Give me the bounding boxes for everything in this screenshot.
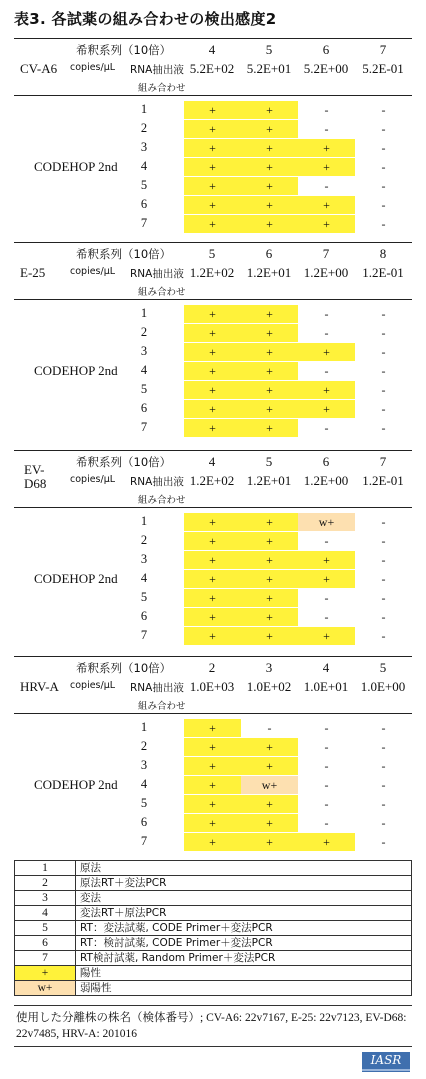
rna-value: 1.0E+00 [360, 679, 406, 694]
panel-header-rule [14, 713, 412, 714]
rna-value: 1.2E+01 [246, 265, 292, 280]
result-cell: + [184, 719, 241, 737]
result-cell: + [184, 738, 241, 756]
combination-number: 6 [140, 401, 148, 415]
result-cell: - [381, 345, 386, 359]
result-cell: + [184, 589, 241, 607]
combination-number: 2 [140, 739, 148, 753]
legend-value: 原法RT＋変法PCR [76, 876, 412, 891]
result-cell: + [241, 627, 298, 645]
combination-number: 5 [140, 590, 148, 604]
result-cell: + [184, 139, 241, 157]
result-cell: - [381, 179, 386, 193]
rna-value: 5.2E+02 [189, 61, 235, 76]
result-cell: + [298, 215, 355, 233]
result-cell: + [298, 139, 355, 157]
assay-label: CODEHOP 2nd [34, 159, 118, 174]
combination-number: 7 [140, 216, 148, 230]
result-cell: + [184, 814, 241, 832]
dilution-header: 希釈系列（10倍） [76, 661, 172, 675]
combination-number: 4 [140, 159, 148, 173]
result-cell: - [381, 515, 386, 529]
combination-number: 7 [140, 420, 148, 434]
rna-header: RNA抽出液 [130, 268, 184, 280]
result-cell: + [241, 570, 298, 588]
result-cell: - [381, 759, 386, 773]
rna-value: 5.2E+00 [303, 61, 349, 76]
combination-number: 1 [140, 720, 148, 734]
result-cell: + [241, 589, 298, 607]
legend-value: 変法 [76, 891, 412, 906]
combination-number: 5 [140, 178, 148, 192]
result-cell: - [324, 534, 329, 548]
legend-value: RT：検討試薬, CODE Primer＋変法PCR [76, 936, 412, 951]
combination-number: 7 [140, 834, 148, 848]
result-cell: + [298, 551, 355, 569]
result-cell: + [241, 551, 298, 569]
dilution-value: 5 [208, 246, 216, 261]
result-cell: + [241, 158, 298, 176]
dilution-value: 8 [379, 246, 387, 261]
result-cell: + [184, 532, 241, 550]
result-cell: - [324, 610, 329, 624]
combination-header: 組み合わせ [138, 495, 186, 506]
rna-value: 1.2E+00 [303, 473, 349, 488]
legend-value: 変法RT＋原法PCR [76, 906, 412, 921]
copies-header: copies/μL [70, 266, 116, 277]
result-cell: + [184, 795, 241, 813]
result-cell: + [184, 177, 241, 195]
panel-cv-a6 [14, 38, 412, 243]
result-cell: - [381, 364, 386, 378]
copies-header: copies/μL [70, 474, 116, 485]
result-cell: + [298, 570, 355, 588]
result-cell: - [381, 383, 386, 397]
result-cell: - [324, 740, 329, 754]
result-cell: - [381, 721, 386, 735]
rna-value: 1.2E+02 [189, 473, 235, 488]
combination-number: 1 [140, 514, 148, 528]
dilution-value: 5 [379, 660, 387, 675]
combination-number: 5 [140, 796, 148, 810]
result-cell: + [241, 419, 298, 437]
result-cell: + [298, 196, 355, 214]
result-cell: - [381, 610, 386, 624]
result-cell: w+ [241, 776, 298, 794]
result-cell: - [324, 591, 329, 605]
dilution-header: 希釈系列（10倍） [76, 43, 172, 57]
legend-row [15, 876, 412, 891]
combination-number: 6 [140, 609, 148, 623]
result-cell: + [184, 381, 241, 399]
legend-value: RT検討試薬, Random Primer＋変法PCR [76, 951, 412, 966]
result-cell: + [184, 627, 241, 645]
dilution-value: 6 [265, 246, 273, 261]
rna-value: 1.2E+00 [303, 265, 349, 280]
logo-text: IASR [370, 1053, 402, 1067]
result-cell: + [298, 833, 355, 851]
panel-header-rule [14, 507, 412, 508]
result-cell: + [298, 381, 355, 399]
virus-name: HRV-A [20, 679, 59, 694]
legend-key: 7 [15, 951, 76, 966]
legend-value: RT：変法試薬, CODE Primer＋変法PCR [76, 921, 412, 936]
result-cell: - [324, 179, 329, 193]
legend-value: 原法 [76, 861, 412, 876]
combination-number: 2 [140, 325, 148, 339]
rna-value: 5.2E-01 [362, 61, 404, 76]
result-cell: - [324, 759, 329, 773]
result-cell: - [381, 629, 386, 643]
result-cell: - [381, 740, 386, 754]
legend-value: 陽性 [76, 966, 412, 981]
dilution-value: 4 [208, 42, 216, 57]
result-cell: - [381, 326, 386, 340]
legend-row [15, 936, 412, 951]
legend-table [14, 860, 412, 996]
dilution-value: 5 [265, 42, 273, 57]
result-cell: + [241, 795, 298, 813]
result-cell: - [324, 326, 329, 340]
result-cell: - [381, 797, 386, 811]
result-cell: + [184, 551, 241, 569]
copies-header: copies/μL [70, 680, 116, 691]
virus-name: EV-D68 [24, 462, 47, 491]
result-cell: + [241, 738, 298, 756]
result-cell: + [241, 381, 298, 399]
rna-value: 1.2E+02 [189, 265, 235, 280]
combination-number: 3 [140, 344, 148, 358]
combination-number: 4 [140, 363, 148, 377]
result-cell: - [324, 364, 329, 378]
result-cell: + [184, 608, 241, 626]
legend-key: 3 [15, 891, 76, 906]
dilution-value: 4 [208, 454, 216, 469]
result-cell: + [298, 158, 355, 176]
result-cell: - [381, 778, 386, 792]
result-cell: + [184, 196, 241, 214]
legend-row [15, 966, 412, 981]
result-cell: - [381, 553, 386, 567]
assay-label: CODEHOP 2nd [34, 777, 118, 792]
rna-value: 1.2E-01 [362, 473, 404, 488]
result-cell: + [184, 343, 241, 361]
legend-key: 2 [15, 876, 76, 891]
combination-number: 5 [140, 382, 148, 396]
result-cell: + [298, 400, 355, 418]
combination-header: 組み合わせ [138, 701, 186, 712]
dilution-value: 7 [379, 42, 387, 57]
result-cell: + [241, 101, 298, 119]
combination-number: 6 [140, 197, 148, 211]
result-cell: + [241, 324, 298, 342]
result-cell: + [184, 833, 241, 851]
result-cell: - [381, 103, 386, 117]
combination-number: 1 [140, 102, 148, 116]
result-cell: - [381, 816, 386, 830]
combination-header: 組み合わせ [138, 287, 186, 298]
legend-key: 5 [15, 921, 76, 936]
dilution-value: 6 [322, 454, 330, 469]
panel-top-rule [14, 38, 412, 39]
legend-key: 4 [15, 906, 76, 921]
dilution-value: 7 [322, 246, 330, 261]
virus-name: CV-A6 [20, 61, 58, 76]
result-cell: - [381, 122, 386, 136]
result-cell: + [184, 158, 241, 176]
rna-value: 1.2E+01 [246, 473, 292, 488]
legend-key: 1 [15, 861, 76, 876]
result-cell: - [324, 103, 329, 117]
combination-number: 3 [140, 758, 148, 772]
result-cell: + [241, 196, 298, 214]
combination-number: 2 [140, 121, 148, 135]
result-cell: + [298, 627, 355, 645]
result-cell: w+ [298, 513, 355, 531]
dilution-value: 7 [379, 454, 387, 469]
result-cell: + [241, 120, 298, 138]
result-cell: - [267, 721, 272, 735]
result-cell: - [324, 122, 329, 136]
legend-row [15, 921, 412, 936]
panel-header-rule [14, 95, 412, 96]
result-cell: + [184, 513, 241, 531]
result-cell: + [241, 305, 298, 323]
dilution-value: 3 [265, 660, 273, 675]
result-cell: + [184, 776, 241, 794]
result-cell: - [381, 198, 386, 212]
result-cell: + [241, 343, 298, 361]
dilution-header: 希釈系列（10倍） [76, 247, 172, 261]
legend-row [15, 891, 412, 906]
result-cell: - [381, 534, 386, 548]
result-cell: - [381, 402, 386, 416]
dilution-value: 2 [208, 660, 216, 675]
combination-number: 2 [140, 533, 148, 547]
result-cell: - [381, 307, 386, 321]
combination-number: 3 [140, 552, 148, 566]
copies-header: copies/μL [70, 62, 116, 73]
combination-number: 4 [140, 777, 148, 791]
panel-e-25 [14, 242, 412, 447]
result-cell: - [324, 797, 329, 811]
result-cell: + [241, 757, 298, 775]
result-cell: + [241, 362, 298, 380]
rna-value: 1.2E-01 [362, 265, 404, 280]
result-cell: - [324, 778, 329, 792]
rna-value: 1.0E+02 [246, 679, 292, 694]
result-cell: + [241, 400, 298, 418]
dilution-value: 4 [322, 660, 330, 675]
strain-note: 使用した分離株の株名（検体番号）; CV-A6: 22v7167, E-25: 22v7123, EV-D68: 22v7485, HRV-A: 201016 [14, 1005, 412, 1047]
result-cell: + [184, 400, 241, 418]
result-cell: + [184, 120, 241, 138]
result-cell: - [381, 835, 386, 849]
result-cell: + [241, 833, 298, 851]
result-cell: - [381, 217, 386, 231]
legend-key: 6 [15, 936, 76, 951]
panel-hrv-a [14, 656, 412, 861]
panel-top-rule [14, 242, 412, 243]
result-cell: + [184, 101, 241, 119]
panel-ev-d68 [14, 450, 412, 655]
rna-value: 1.0E+03 [189, 679, 235, 694]
result-cell: - [324, 421, 329, 435]
iasr-logo [362, 1052, 410, 1072]
result-cell: + [184, 362, 241, 380]
result-cell: + [298, 343, 355, 361]
result-cell: - [381, 141, 386, 155]
result-cell: + [184, 419, 241, 437]
virus-name: E-25 [20, 265, 46, 280]
result-cell: - [324, 816, 329, 830]
result-cell: - [324, 721, 329, 735]
result-cell: + [184, 570, 241, 588]
rna-header: RNA抽出液 [130, 64, 184, 76]
result-cell: + [241, 608, 298, 626]
rna-value: 1.0E+01 [303, 679, 349, 694]
result-cell: + [241, 532, 298, 550]
result-cell: - [381, 572, 386, 586]
dilution-header: 希釈系列（10倍） [76, 455, 172, 469]
combination-header: 組み合わせ [138, 83, 186, 94]
dilution-value: 6 [322, 42, 330, 57]
rna-value: 5.2E+01 [246, 61, 292, 76]
assay-label: CODEHOP 2nd [34, 571, 118, 586]
result-cell: + [184, 324, 241, 342]
dilution-value: 5 [265, 454, 273, 469]
legend-row [15, 861, 412, 876]
combination-number: 7 [140, 628, 148, 642]
combination-number: 6 [140, 815, 148, 829]
result-cell: + [184, 215, 241, 233]
result-cell: - [381, 421, 386, 435]
combination-number: 1 [140, 306, 148, 320]
rna-header: RNA抽出液 [130, 682, 184, 694]
legend-key: + [15, 966, 76, 981]
panel-top-rule [14, 656, 412, 657]
panel-header-rule [14, 299, 412, 300]
legend-value: 弱陽性 [76, 981, 412, 996]
result-cell: - [324, 307, 329, 321]
rna-header: RNA抽出液 [130, 476, 184, 488]
legend-row [15, 981, 412, 996]
result-cell: + [241, 215, 298, 233]
result-cell: + [241, 814, 298, 832]
combination-number: 3 [140, 140, 148, 154]
legend-row [15, 906, 412, 921]
combination-number: 4 [140, 571, 148, 585]
legend-row [15, 951, 412, 966]
result-cell: - [381, 591, 386, 605]
table-title: 表3. 各試薬の組み合わせの検出感度2 [14, 10, 277, 28]
result-cell: + [184, 305, 241, 323]
legend-key: w+ [15, 981, 76, 996]
result-cell: + [241, 513, 298, 531]
result-cell: + [241, 177, 298, 195]
assay-label: CODEHOP 2nd [34, 363, 118, 378]
result-cell: - [381, 160, 386, 174]
panel-top-rule [14, 450, 412, 451]
result-cell: + [241, 139, 298, 157]
result-cell: + [184, 757, 241, 775]
